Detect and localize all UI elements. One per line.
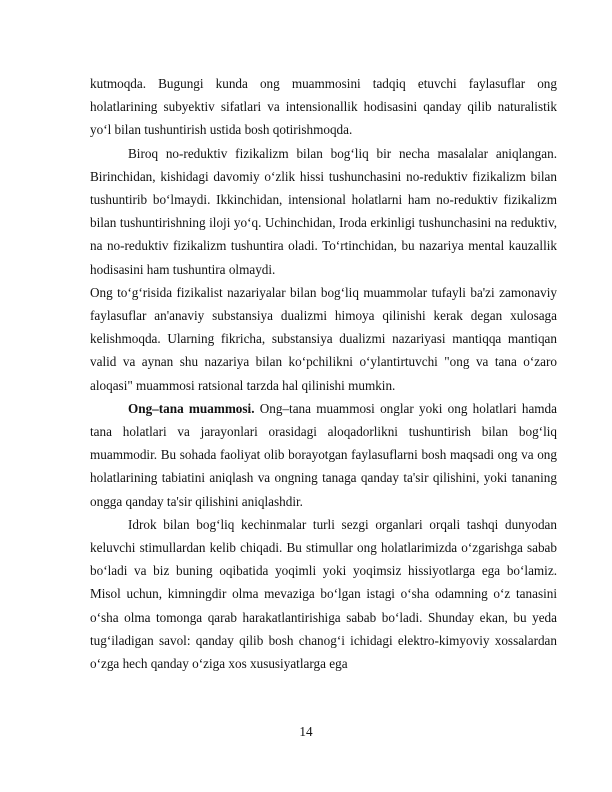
paragraph-4-body: Ong–tana muammosi onglar yoki ong holatlari hamda tana holatlari va jarayonlari orasidagi aloqadorlikni tushuntirish bilan bog‘liq muammodir. Bu sohada faoliyat olib borayotgan faylasuflarni bosh maqsadi ong va ong holatlarining tabiatini aniqlash va ongning tanaga qanday ta'sir qilishini, yoki tananing ongga qanday ta'sir qilishini aniqlashdir. (90, 400, 558, 509)
page-number: 14 (299, 724, 313, 739)
paragraph-2: Biroq no-reduktiv fizikalizm bilan bog‘liq bir necha masalalar aniqlangan. Birinchidan, kishidagi davomiy o‘zlik hissi tushunchasini no-reduktiv fizikalizm bilan tushuntirib bo‘lmaydi. Ikkinchidan, intensional holatlarni ham no-reduktiv fizikalizm bilan tushuntirishning iloji yo‘q. Uchinchidan, Iroda erkinligi tushunchasini na reduktiv, na no-reduktiv fizikalizm tushuntira oladi. To‘rtinchidan, bu nazariya mental kauzallik hodisasini ham tushuntira olmaydi. (90, 145, 557, 277)
paragraph-4 (90, 397, 557, 513)
paragraph-3: Ong to‘g‘risida fizikalist nazariyalar bilan bog‘liq muammolar tufayli ba'zi zamonaviy faylasuflar an'anaviy substansiya dualizmi himoya qilinishi kerak degan xulosaga kelishmoqda. Ularning fikricha, substansiya dualizmi nazariyasi mantiqqa mantiqan valid va aynan shu nazariya bilan ko‘pchilikni o‘ylantirtuvchi "ong va tana o‘zaro aloqasi" muammosi ratsional tarzda hal qilinishi mumkin. (90, 284, 557, 393)
paragraph-1: kutmoqda. Bugungi kunda ong muammosini tadqiq etuvchi faylasuflar ong holatlarining subyektiv sifatlari va intensionallik hodisasini qanday qilib naturalistik yo‘l bilan tushuntirish ustida bosh qotirishmoqda. (90, 76, 557, 138)
section-heading: Ong–tana muammosi. (128, 400, 255, 416)
paragraph-5: Idrok bilan bog‘liq kechinmalar turli sezgi organlari orqali tashqi dunyodan keluvchi stimullardan kelib chiqadi. Bu stimullar ong holatlarimizda o‘zgarishga sabab bo‘ladi va biz buning oqibatida yoqimli yoki yoqimsiz hissiyotlarga ega bo‘lamiz. Misol uchun, kimningdir olma mevaziga bo‘lgan istagi o‘sha odamning o‘z tanasini o‘sha olma tomonga qarab harakatlantirishiga sabab bo‘ladi. Shunday ekan, bu yeda tug‘iladigan savol: qanday qilib bosh chanog‘i ichidagi elektro-kimyoviy xossalardan o‘zga hech qanday o‘ziga xos xususiyatlarga ega (90, 516, 557, 672)
document-body (90, 72, 557, 675)
